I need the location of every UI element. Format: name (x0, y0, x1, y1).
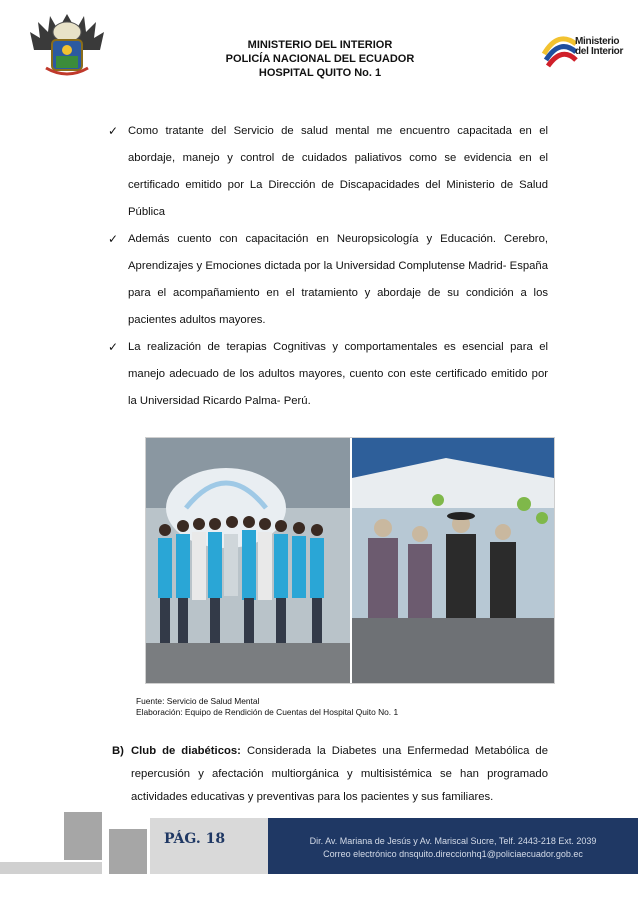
footer-address-bar (268, 818, 638, 874)
caption-elaboration: Elaboración: Equipo de Rendición de Cuentas del Hospital Quito No. 1 (136, 706, 399, 717)
checkmark-icon: ✓ (108, 232, 119, 246)
section-label: B) (112, 745, 124, 757)
section-line-1: Considerada la Diabetes una Enfermedad Metabólica de (240, 745, 548, 757)
ministerio-logo-text (575, 37, 623, 57)
footer-address: Dir. Av. Mariana de Jesús y Av. Mariscal Sucre, Telf. 2443-218 Ext. 2039 (309, 836, 597, 846)
list-item (108, 226, 549, 334)
event-photo-collage (145, 437, 555, 684)
bullet-3-line-2: el manejo adecuado de los adultos mayores, cuento con este certificado (128, 341, 549, 380)
police-crest-logo (28, 10, 106, 82)
section-line-2: repercusión y afectación multiorgánica y multisistémica se han programado (131, 768, 548, 780)
caption-source: Fuente: Servicio de Salud Mental (136, 696, 260, 706)
section-line-3: actividades educativas y preventivas para los pacientes y sus familiares. (131, 791, 494, 803)
page-number: PÁG. 18 (164, 831, 226, 847)
logo-text-line2: del Interior (575, 46, 624, 57)
footer-decor-square (64, 812, 102, 860)
photo-caption (136, 696, 398, 717)
header-police: POLICÍA NACIONAL DEL ECUADOR (225, 53, 415, 65)
header-ministry: MINISTERIO DEL INTERIOR (247, 39, 393, 51)
bullet-1-line-2: abordaje, manejo y control de cuidados paliativos como se evidencia en el (128, 152, 548, 164)
footer-email: Correo electrónico dnsquito.direccionhq1@policiaecuador.gob.ec (323, 849, 583, 859)
bullet-2-line-3: España para el acompañamiento en el tratamiento y abordaje de su (128, 260, 548, 299)
bullet-2-line-4: condición a los pacientes adultos mayores. (128, 287, 549, 326)
bullet-1-line-4: Salud Pública (128, 179, 548, 218)
bullet-2-line-1: Además cuento con capacitación en Neuropsicología y Educación. Cerebro, (128, 233, 548, 245)
credentials-list (108, 118, 549, 415)
section-diabetes-club (112, 740, 548, 809)
page-number-box (150, 818, 268, 874)
bullet-3-line-3: emitido por la Universidad Ricardo Palma- Perú. (128, 368, 548, 407)
logo-text-line1: Ministerio (575, 36, 620, 47)
bullet-2-line-2: Aprendizajes y Emociones dictada por la Universidad Complutense Madrid- (128, 260, 507, 272)
footer-decor-square (109, 829, 147, 874)
checkmark-icon: ✓ (108, 340, 119, 354)
bullet-3-line-1: La realización de terapias Cognitivas y comportamentales es esencial para (128, 341, 533, 353)
list-item (108, 118, 548, 226)
section-lead: Club de diabéticos: (131, 745, 241, 757)
document-header (180, 38, 460, 80)
bullet-1-line-1: Como tratante del Servicio de salud mental me encuentro capacitada en el (128, 125, 548, 137)
checkmark-icon: ✓ (108, 124, 119, 138)
list-item (108, 334, 549, 415)
section-paragraph (131, 740, 548, 809)
footer-decor-strip (0, 862, 102, 874)
header-hospital: HOSPITAL QUITO No. 1 (258, 67, 382, 79)
bullet-1-line-3: certificado emitido por La Dirección de Discapacidades del Ministerio de (128, 179, 514, 191)
